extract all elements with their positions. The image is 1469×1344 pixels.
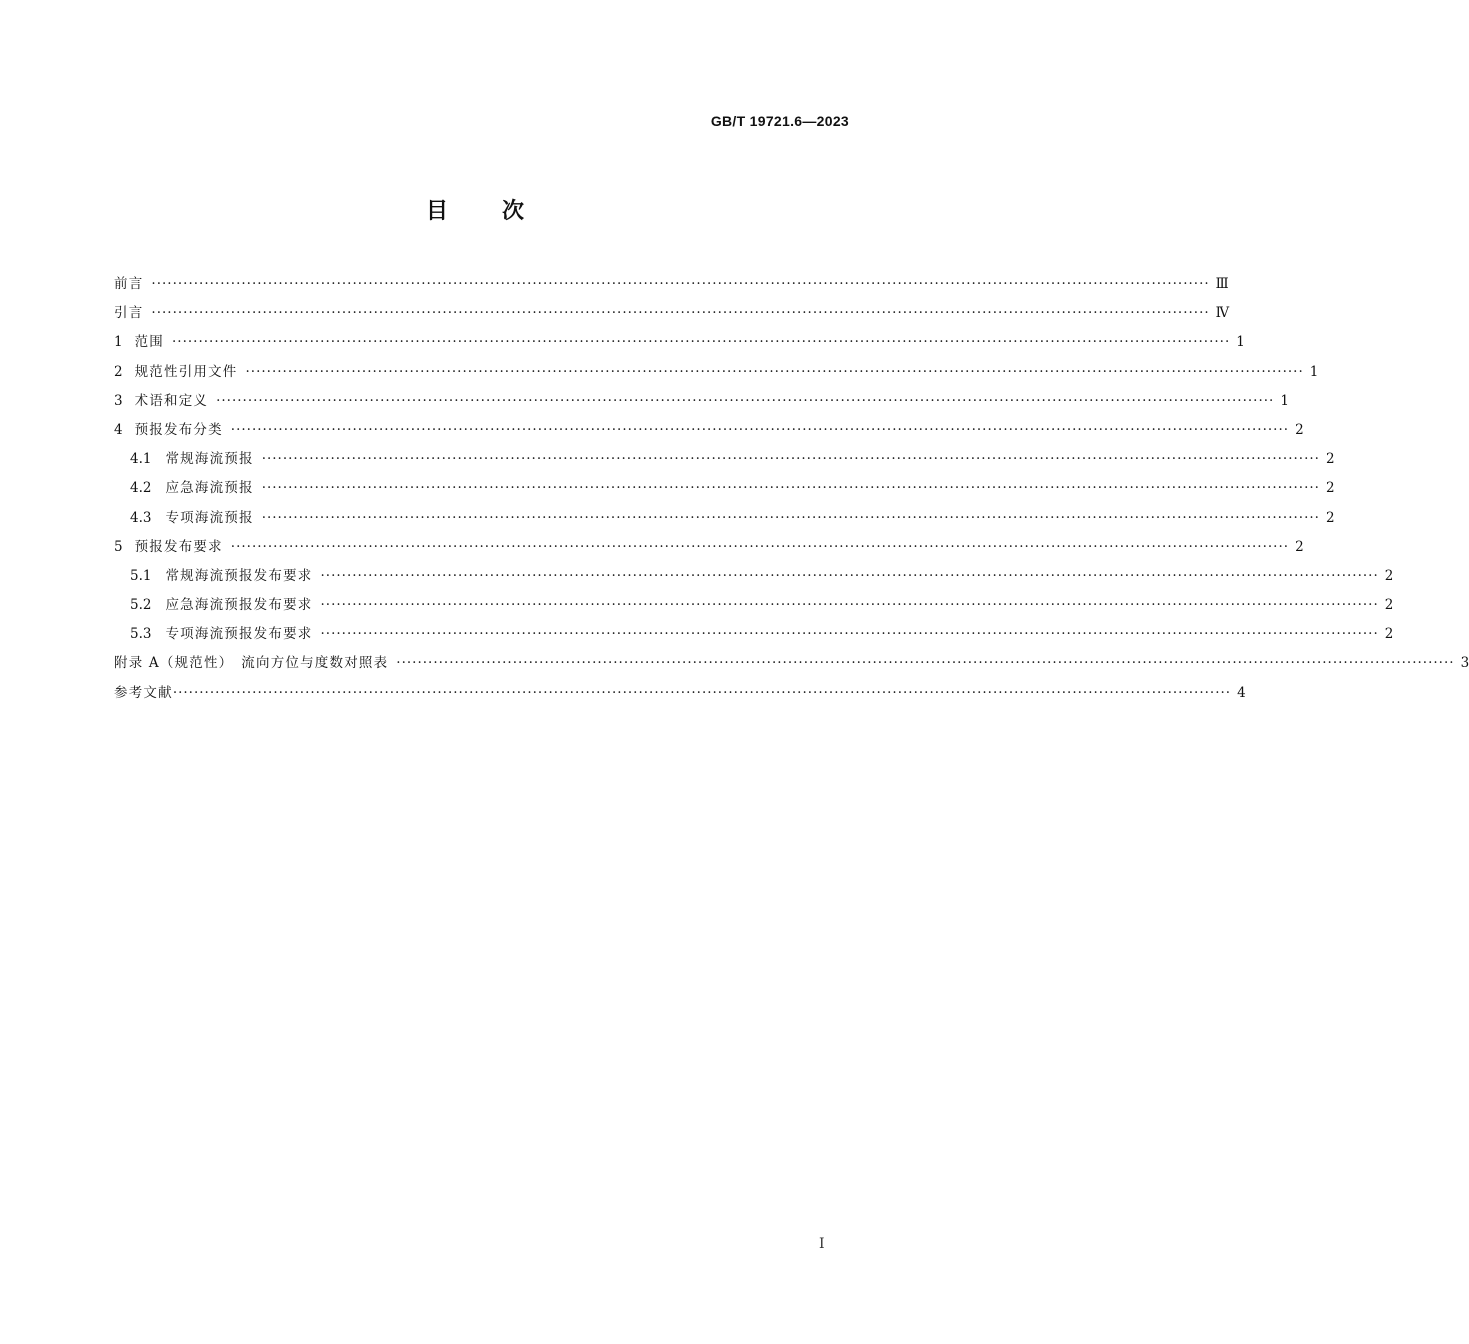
toc-entry[interactable] [114,299,1230,328]
toc-entry-title: 应急海流预报 [165,480,254,497]
toc-entry[interactable] [114,562,1394,591]
toc-entry-page: 2 [1325,509,1335,526]
toc-entry-page: 2 [1295,538,1304,555]
toc-entry-page: 2 [1325,480,1335,497]
toc-entry-page: 2 [1384,626,1394,643]
toc-entry-title: 参考文献 [114,684,173,701]
toc-entry-number: 1 [114,334,123,351]
toc-entry[interactable] [114,620,1394,649]
toc-entry-title: 术语和定义 [134,392,209,409]
toc-entry-title: 专项海流预报 [165,509,254,526]
toc-entry[interactable] [114,504,1335,533]
toc-entry-page: 3 [1460,655,1469,672]
page-number: Ⅰ [819,1236,825,1252]
toc-entry-page: 2 [1384,567,1394,584]
page-title: 目次 [425,199,578,224]
toc-entry-number: 5 [114,538,123,555]
toc-entry[interactable] [114,358,1319,387]
toc-dot-leader: ········································································································································································································ [172,684,1232,701]
toc-dot-leader: ········································································································································································································ [261,480,1320,497]
toc-entry[interactable] [114,649,1469,678]
toc-dot-leader: ········································································································································································································ [151,305,1210,322]
toc-entry-title: 预报发布分类 [134,421,223,438]
toc-dot-leader: ········································································································································································································ [230,421,1290,438]
toc-entry-number: 4.3 [130,509,152,526]
toc-entry-page: Ⅲ [1215,276,1229,292]
toc-entry[interactable] [114,591,1394,620]
toc-dot-leader: ········································································································································································································ [216,392,1275,409]
toc-entry-number: 5.1 [130,567,152,584]
toc-entry-title: 专项海流预报发布要求 [165,626,313,643]
standard-number: GB/T 19721.6—2023 [710,113,849,129]
toc-entry-title: 预报发布要求 [134,538,223,555]
toc-entry-title: 规范性引用文件 [134,363,238,380]
toc-entry-title: 引言 [114,305,144,322]
toc-entry-number: 4.2 [130,480,152,497]
toc-dot-leader: ········································································································································································································ [396,655,1455,672]
toc-dot-leader: ········································································································································································································ [320,626,1379,643]
toc-dot-leader: ········································································································································································································ [261,451,1320,468]
toc-entry-page: Ⅳ [1215,305,1230,322]
toc-dot-leader: ········································································································································································································ [151,276,1210,292]
toc-entry[interactable] [114,445,1335,474]
toc-entry[interactable] [114,328,1245,357]
toc-entry-page: 2 [1295,421,1304,438]
toc-entry[interactable] [114,679,1246,708]
toc-entry[interactable] [114,533,1304,562]
toc-entry-number: 3 [114,392,123,409]
toc-entry-page: 4 [1237,684,1246,701]
toc-entry[interactable] [114,416,1304,445]
toc-entry-page: 1 [1309,363,1319,380]
toc-dot-leader: ········································································································································································································ [245,363,1304,380]
toc-entry-page: 1 [1236,334,1245,351]
toc-entry-page: 2 [1384,597,1394,614]
toc-dot-leader: ········································································································································································································ [320,567,1379,584]
toc-entry-number: 2 [114,363,123,380]
toc-entry-title: 前言 [114,276,144,292]
toc-entry-title: 常规海流预报 [165,451,254,468]
toc-dot-leader: ········································································································································································································ [172,334,1231,351]
toc-entry-title: 应急海流预报发布要求 [165,597,313,614]
toc-entry-number: 4.1 [130,451,152,468]
toc-dot-leader: ········································································································································································································ [320,597,1379,614]
toc-entry-page: 2 [1325,451,1335,468]
toc-entry-number: 4 [114,421,123,438]
toc-entry[interactable] [114,474,1335,503]
toc-entry-number: 5.3 [130,626,152,643]
toc-entry[interactable] [114,387,1289,416]
table-of-contents [114,270,1469,708]
toc-dot-leader: ········································································································································································································ [261,509,1320,526]
toc-entry-title: 范围 [134,334,164,351]
toc-dot-leader: ········································································································································································································ [230,538,1290,555]
toc-entry-title: 附录 A（规范性） 流向方位与度数对照表 [114,655,389,672]
toc-entry[interactable] [114,270,1229,299]
toc-entry-page: 1 [1280,392,1289,409]
toc-entry-title: 常规海流预报发布要求 [165,567,313,584]
toc-entry-number: 5.2 [130,597,152,614]
